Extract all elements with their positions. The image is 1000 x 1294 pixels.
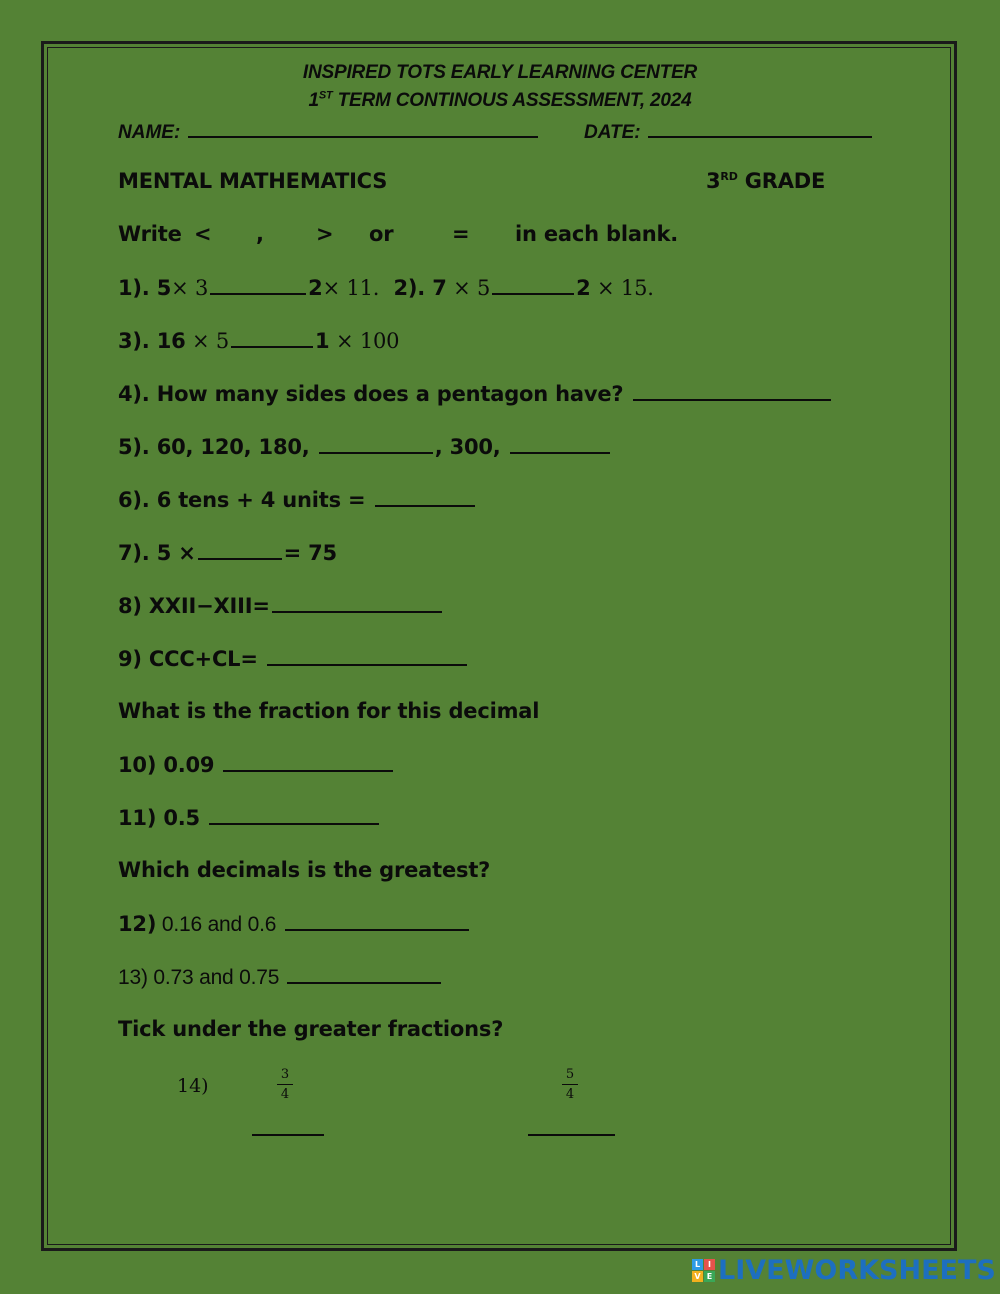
q6-answer-blank[interactable] (375, 487, 475, 507)
q3-lead: 3). 16 (118, 329, 186, 353)
grade-rest: GRADE (737, 169, 826, 193)
question-4 (118, 381, 833, 406)
question-12 (118, 911, 471, 937)
q14-fraction-2-bar (562, 1084, 578, 1085)
liveworksheets-logo (692, 1255, 996, 1285)
grade-suffix: RD (720, 170, 738, 183)
q1-term-c: × 11. (322, 276, 380, 300)
q12-number: 12) (118, 912, 157, 936)
q9-text: 9) CCC+CL= (118, 647, 258, 671)
q2-lead: 2). 7 (393, 276, 447, 300)
q11-text: 11) 0.5 (118, 806, 200, 830)
instruction-eq: = (452, 222, 470, 246)
q3-answer-blank[interactable] (231, 328, 313, 348)
q8-answer-blank[interactable] (272, 593, 442, 613)
q7-text-end: = 75 (283, 541, 337, 565)
q5-answer-blank-1[interactable] (319, 434, 433, 454)
q14-fraction-2 (560, 1067, 580, 1102)
date-field[interactable] (648, 118, 872, 138)
logo-tile-i: I (704, 1259, 715, 1270)
school-name: INSPIRED TOTS EARLY LEARNING CENTER (302, 62, 698, 83)
q1-term-a: × 3 (171, 276, 209, 300)
logo-tile-e: E (704, 1271, 715, 1282)
section-decimal-heading: Which decimals is the greatest? (118, 858, 491, 882)
q13-answer-blank[interactable] (287, 964, 441, 984)
q5-answer-blank-2[interactable] (510, 434, 610, 454)
assessment-title (0, 90, 1000, 112)
term-number: 1 (308, 90, 319, 111)
q6-text: 6). 6 tens + 4 units = (118, 488, 366, 512)
q14-fraction-1-numerator: 3 (280, 1067, 290, 1082)
instruction-write: Write (118, 222, 182, 246)
q14-fraction-1-bar (277, 1084, 293, 1085)
term-rest: TERM CONTINOUS ASSESSMENT, 2024 (332, 90, 692, 111)
question-6 (118, 487, 477, 512)
question-7 (118, 540, 337, 565)
section-tick-heading: Tick under the greater fractions? (118, 1017, 504, 1041)
q2-term-a: × 5 (446, 276, 491, 300)
question-10 (118, 752, 395, 777)
logo-tile-v: V (692, 1271, 703, 1282)
q13-text: 13) 0.73 and 0.75 (118, 966, 280, 989)
q9-answer-blank[interactable] (267, 646, 467, 666)
q10-text: 10) 0.09 (118, 753, 215, 777)
q11-answer-blank[interactable] (209, 805, 379, 825)
q1-term-b: 2 (308, 276, 323, 300)
q2-answer-blank[interactable] (492, 275, 574, 295)
q1-answer-blank[interactable] (210, 275, 306, 295)
liveworksheets-wordmark: LIVEWORKSHEETS (718, 1254, 996, 1286)
question-9 (118, 646, 469, 671)
instruction-or: or (369, 222, 394, 246)
q10-answer-blank[interactable] (223, 752, 393, 772)
question-3 (118, 328, 399, 353)
term-suffix: ST (318, 89, 333, 102)
q2-term-b: 2 (576, 276, 591, 300)
subject-title: MENTAL MATHEMATICS (118, 169, 388, 193)
q3-term-b: 1 (315, 329, 330, 353)
date-label: DATE: (584, 122, 641, 143)
q14-fraction-2-numerator: 5 (565, 1067, 575, 1082)
q4-answer-blank[interactable] (633, 381, 831, 401)
q14-fraction-1-denominator: 4 (280, 1087, 290, 1102)
question-13 (118, 964, 443, 990)
q1-lead: 1). 5 (118, 276, 172, 300)
question-11 (118, 805, 381, 830)
question-5 (118, 434, 612, 459)
grade-label (706, 169, 825, 193)
q7-answer-blank[interactable] (198, 540, 282, 560)
grade-number: 3 (706, 169, 721, 193)
q2-term-c: × 15. (590, 276, 654, 300)
q14-number: 14) (177, 1075, 209, 1097)
instruction-lt: < (194, 222, 212, 246)
name-label: NAME: (118, 122, 181, 143)
instruction-gt: > (316, 222, 334, 246)
q14-tick-blank-2[interactable] (528, 1134, 615, 1136)
q3-term-a: × 5 (185, 329, 230, 353)
question-8 (118, 593, 444, 618)
name-field[interactable] (188, 118, 538, 138)
date-row (584, 118, 874, 144)
q5-text-start: 5). 60, 120, 180, (118, 435, 310, 459)
q4-text: 4). How many sides does a pentagon have? (118, 382, 624, 406)
logo-tile-l: L (692, 1259, 703, 1270)
q8-text: 8) XXII−XIII= (118, 594, 270, 618)
q14-fraction-2-denominator: 4 (565, 1087, 575, 1102)
q5-text-mid: , 300, (434, 435, 501, 459)
q14-tick-blank-1[interactable] (252, 1134, 324, 1136)
q14-fraction-1 (275, 1067, 295, 1102)
q3-term-c: × 100 (329, 329, 400, 353)
instruction-rest: in each blank. (515, 222, 679, 246)
q12-answer-blank[interactable] (285, 911, 469, 931)
instruction-comma: , (256, 222, 264, 246)
q7-text-start: 7). 5 × (118, 541, 196, 565)
q12-text: 0.16 and 0.6 (156, 913, 277, 936)
section-fraction-heading: What is the fraction for this decimal (118, 699, 540, 723)
liveworksheets-logo-icon (692, 1259, 715, 1282)
question-1-2 (118, 275, 654, 300)
name-row (118, 118, 540, 144)
